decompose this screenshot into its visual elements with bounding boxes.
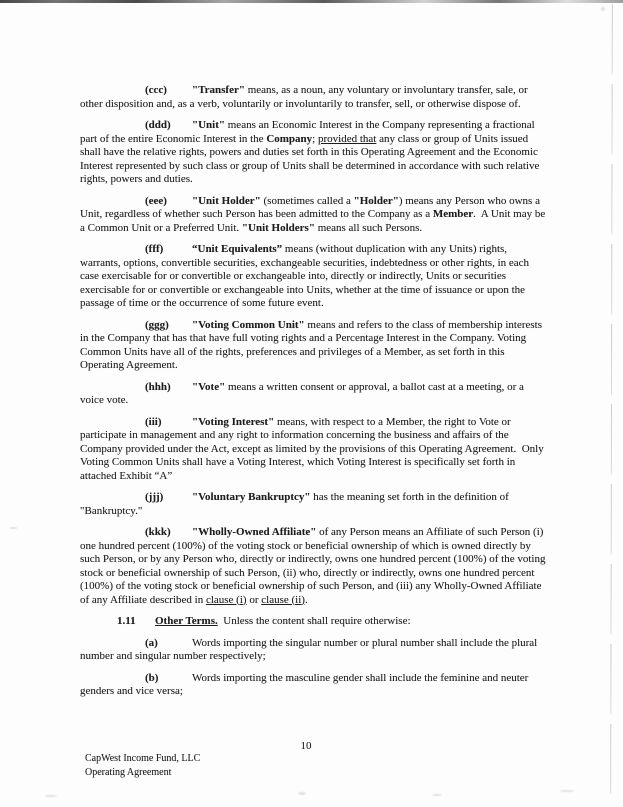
text-run: or bbox=[246, 593, 262, 606]
text-run: "Unit Holder" bbox=[192, 194, 261, 207]
text-run: "Wholly-Owned Affiliate" bbox=[192, 526, 317, 538]
text-run: Member bbox=[432, 208, 474, 220]
definition-ddd bbox=[80, 119, 548, 187]
text-run: means an Economic Interest in the Company representing a fractional part of the entire Economic Interest in the bbox=[80, 119, 535, 145]
definition-ccc bbox=[80, 84, 548, 111]
text-run: "Holder" bbox=[353, 194, 399, 207]
paragraph-label: (b) bbox=[145, 671, 159, 684]
text-run: . bbox=[304, 593, 308, 606]
text-run: any class or group of Units issued shall have the relative rights, powers and duties set forth in this Operating Agreement and the Economic Interest represented by such class or group of Units shall be determined in accordance with such relative rights, powers and duties. bbox=[80, 132, 540, 185]
item-a bbox=[80, 637, 548, 664]
scan-smudge-artifact bbox=[560, 790, 574, 792]
text-run: (sometimes called a bbox=[260, 194, 354, 207]
text-run: Unless the content shall require otherwise: bbox=[217, 615, 411, 627]
paragraph-label: (eee) bbox=[145, 194, 167, 207]
text-run: means (without duplication with any Units) rights, warrants, options, convertible securities, exchangeable securities, indebtedness or other rights, in each case exercisable for or convertible or exchangeable into, directly or indirectly, Units or securities exercisable for or convertible or exchangeable into Units, whether at the time of issuance or upon the passage of time or the occurrence of some future event. bbox=[80, 243, 530, 309]
paragraph-label: 1.11 bbox=[117, 615, 136, 627]
section-1-11-other-terms bbox=[80, 615, 548, 629]
definition-kkk bbox=[80, 526, 548, 607]
text-run: means a written consent or approval, a ballot cast at a meeting, or a voice vote. bbox=[80, 380, 524, 406]
text-run: provided that bbox=[317, 132, 377, 145]
text-run: of any Person means an Affiliate of such Person (i) one hundred percent (100%) of the voting stock or beneficial ownership of which is owned directly by such Person, or by any Person who, directly or indirectly, owns one hundred percent (100%) of the voting stock or beneficial ownership of such Person, (ii) who, directly or indirectly, owns one hundred percent (100%) of the voting stock or beneficial ownership of such Person, and (iii) any Wholly-Owned Affiliate of any Affiliate described in bbox=[80, 526, 546, 606]
scan-smudge-artifact bbox=[601, 7, 605, 11]
definition-ggg bbox=[80, 319, 548, 373]
definition-iii bbox=[80, 416, 548, 484]
text-run: clause (ii) bbox=[261, 593, 305, 606]
text-run: "Transfer" bbox=[192, 84, 245, 96]
footer-doc-title: Operating Agreement bbox=[85, 766, 172, 778]
text-run: . A Unit may be a Common Unit or a Preferred Unit. bbox=[80, 208, 546, 234]
scan-smudge-artifact bbox=[298, 792, 306, 795]
document-body bbox=[80, 84, 548, 707]
text-run: Words importing the masculine gender shall include the feminine and neuter genders and vice versa; bbox=[80, 671, 529, 697]
item-b bbox=[80, 672, 548, 699]
text-run: "Voluntary Bankruptcy" bbox=[192, 491, 311, 503]
paragraph-label: (kkk) bbox=[145, 526, 171, 538]
text-run: means all such Persons. bbox=[314, 221, 423, 234]
text-run: clause (i) bbox=[205, 593, 247, 606]
document-footer bbox=[85, 752, 200, 779]
paragraph-label: (ddd) bbox=[145, 119, 171, 131]
definition-eee bbox=[80, 195, 548, 236]
scan-smudge-artifact bbox=[432, 794, 442, 796]
text-run: "Voting Common Unit" bbox=[192, 318, 305, 331]
text-run: has the meaning set forth in the definition of "Bankruptcy." bbox=[80, 491, 509, 517]
text-run: ) means any Person who owns a Unit, regardless of whether such Person has been admitted to the Company as a bbox=[80, 194, 540, 220]
page-number: 10 bbox=[300, 740, 312, 752]
text-run: ; bbox=[312, 132, 318, 145]
text-run: "Unit Holders" bbox=[241, 221, 315, 234]
scan-edge-right-line-artifact bbox=[610, 4, 613, 794]
scan-smudge-artifact bbox=[45, 795, 57, 797]
text-run: Words importing the singular number or plural number shall include the plural number and singular number respectively; bbox=[80, 636, 538, 662]
text-run: "Vote" bbox=[192, 380, 226, 393]
text-run: “Unit Equivalents” bbox=[192, 243, 283, 255]
text-run: Other Terms. bbox=[155, 615, 218, 627]
text-run: Company bbox=[266, 132, 313, 145]
text-run: "Voting Interest" bbox=[192, 415, 275, 428]
text-run: "Unit" bbox=[192, 119, 225, 131]
text-run: means, with respect to a Member, the right to Vote or participate in management and any right to information concerning the business and affairs of the Company provided under the Act, except as limited by the provisions of this Operating Agreement. Only Voting Common Units shall have a Voting Interest, which Voting Interest is specifically set forth in attached Exhibit “A” bbox=[80, 415, 544, 482]
scan-edge-top-artifact bbox=[0, 0, 623, 3]
text-run: means, as a noun, any voluntary or involuntary transfer, sale, or other disposition and, as a verb, voluntarily or involuntarily to transfer, sell, or otherwise dispose of. bbox=[80, 84, 528, 110]
definition-fff bbox=[80, 243, 548, 311]
scan-smudge-artifact bbox=[10, 527, 17, 529]
paragraph-label: (jjj) bbox=[145, 491, 164, 503]
definition-jjj bbox=[80, 491, 548, 518]
paragraph-label: (a) bbox=[145, 636, 158, 649]
paragraph-label: (ggg) bbox=[145, 318, 169, 331]
paragraph-label: (hhh) bbox=[145, 380, 171, 393]
paragraph-label: (ccc) bbox=[145, 84, 167, 96]
paragraph-label: (fff) bbox=[145, 243, 164, 255]
definition-hhh bbox=[80, 381, 548, 408]
footer-company: CapWest Income Fund, LLC bbox=[85, 753, 201, 764]
text-run: means and refers to the class of membership interests in the Company that has that have full voting rights and a Percentage Interest in the Company. Voting Common Units have all of the rights, preferences and privileges of a Member, as set forth in this Operating Agreement. bbox=[80, 318, 542, 371]
paragraph-label: (iii) bbox=[145, 415, 162, 428]
